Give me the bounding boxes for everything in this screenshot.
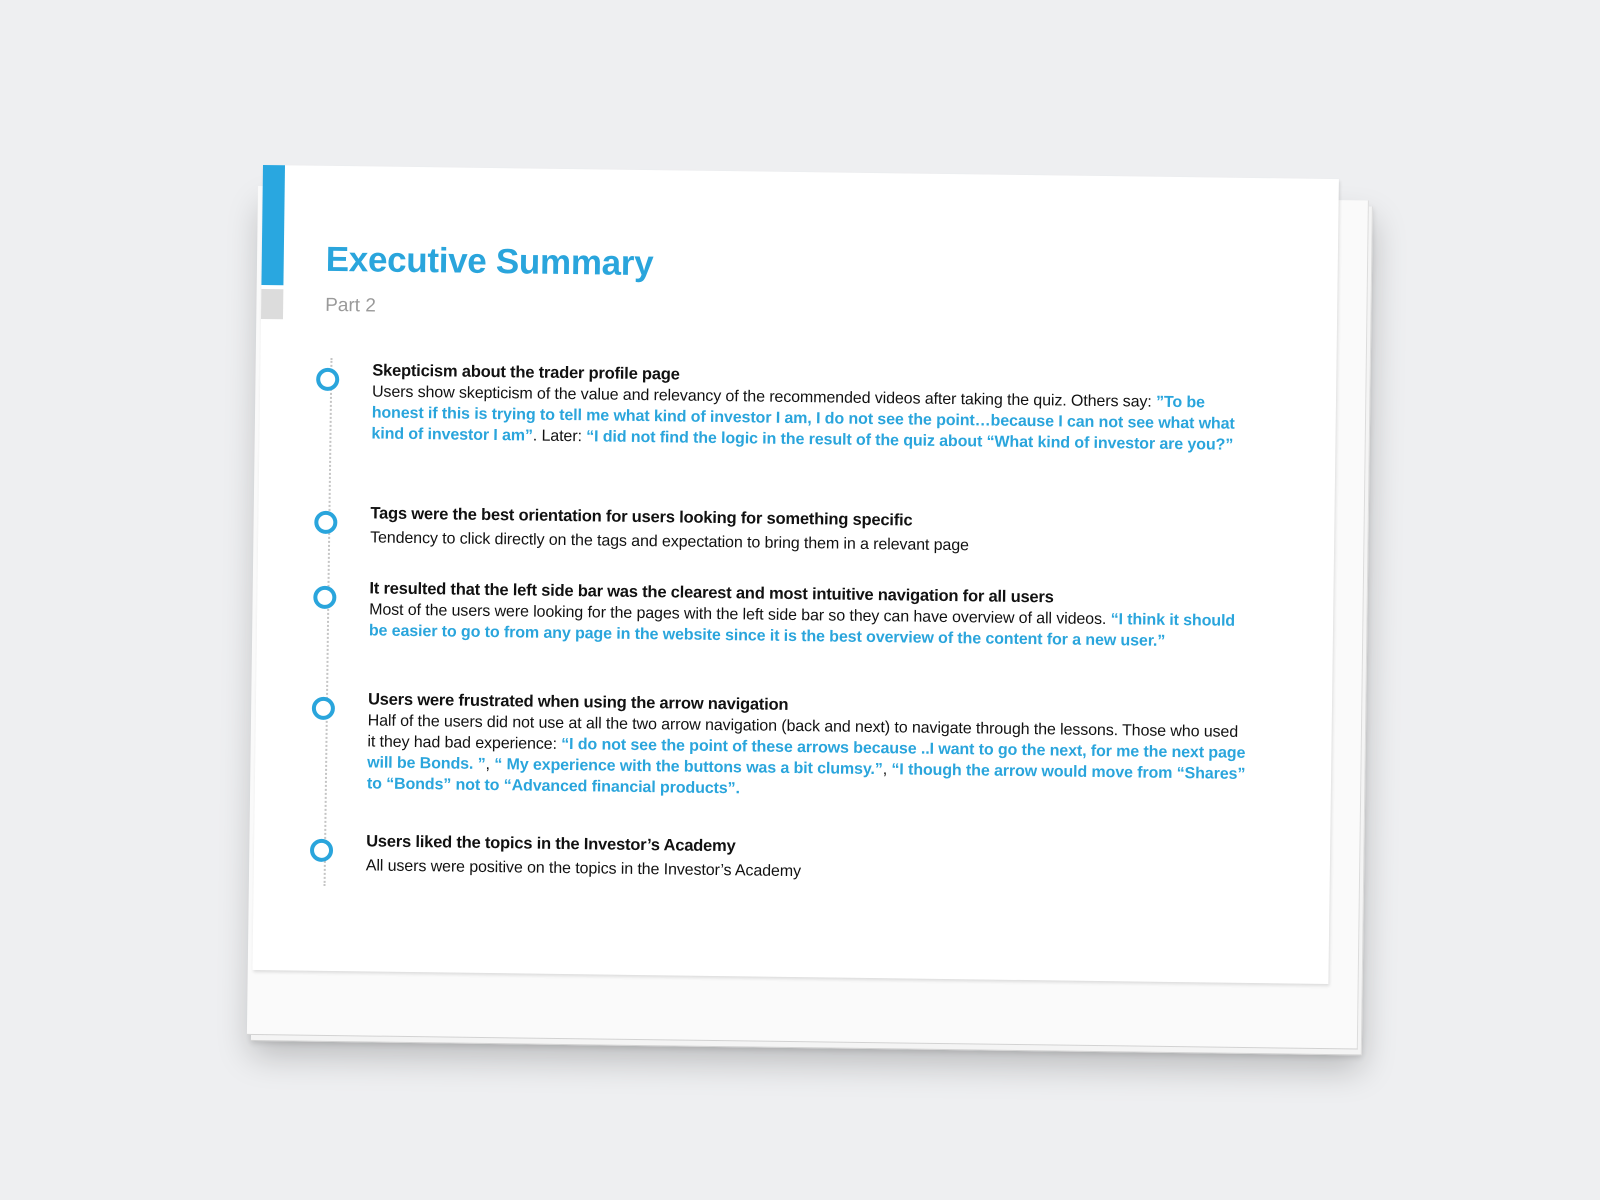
timeline-dot-icon — [313, 586, 336, 609]
entry-title: Skepticism about the trader profile page — [372, 361, 680, 384]
summary-entry-skepticism — [316, 361, 1235, 454]
summary-entry-arrows — [312, 690, 1246, 798]
entry-title: Users liked the topics in the Investor’s Academy — [366, 832, 736, 856]
entry-text — [370, 503, 1251, 560]
entry-text — [369, 578, 1250, 653]
body-text: , — [485, 755, 495, 774]
entry-body — [367, 710, 1248, 806]
user-quote: “I think it should be easier to go to from any page in the website since it is the best overview of the content for a new user.” — [368, 611, 1236, 650]
body-text: All users were positive on the topics in the Investor’s Academy — [365, 857, 802, 881]
summary-entry-topics — [310, 832, 1190, 881]
timeline-dot-icon — [316, 368, 339, 391]
entry-title: Users were frustrated when using the arrow navigation — [367, 690, 789, 714]
timeline-dot-icon — [314, 511, 337, 534]
entry-text — [366, 831, 1247, 888]
body-text: , — [882, 761, 892, 779]
entry-text — [371, 360, 1252, 456]
accent-tab — [261, 165, 285, 285]
document-page — [252, 165, 1338, 984]
grey-tab — [261, 289, 283, 319]
user-quote: “I though the arrow would move from “Shares” to “Bonds” not to “Advanced financial products”. — [366, 761, 1246, 798]
body-text: Most of the users were looking for the pages with the left side bar so they can have overview of all videos. — [369, 601, 1111, 629]
entry-title: Tags were the best orientation for users looking for something specific — [370, 504, 913, 530]
user-quote: “I did not find the logic in the result of the quiz about “What kind of investor are you?” — [586, 428, 1234, 454]
body-text: Half of the users did not use at all the two arrow navigation (back and next) to navigate through the lessons. Those who used it they had bad experience: — [367, 712, 1239, 753]
user-quote: “ My experience with the buttons was a bit clumsy.” — [494, 756, 883, 779]
entry-title: It resulted that the left side bar was the clearest and most intuitive navigation for all users — [369, 579, 1054, 607]
timeline-dot-icon — [312, 697, 335, 720]
body-text: Tendency to click directly on the tags and expectation to bring them in a relevant page — [370, 529, 969, 555]
body-text: . Later: — [532, 427, 587, 446]
page-subtitle: Part 2 — [325, 294, 377, 317]
body-text: Users show skepticism of the value and relevancy of the recommended videos after taking the quiz. Others say: — [371, 383, 1157, 411]
timeline-line — [324, 358, 333, 886]
user-quote: “I do not see the point of these arrows because ..I want to go the next, for me the next page will be Bonds. ” — [367, 735, 1246, 773]
entry-text — [367, 689, 1248, 806]
page-title: Executive Summary — [325, 239, 654, 284]
summary-entry-tags — [314, 504, 1194, 555]
timeline-dot-icon — [310, 839, 333, 862]
entry-body — [371, 381, 1252, 456]
user-quote: ”To be honest if this is trying to tell me what kind of investor I am, I do not see the point…because I can not see what what kind of investor I am” — [371, 393, 1235, 445]
summary-entry-sidebar — [313, 579, 1236, 650]
